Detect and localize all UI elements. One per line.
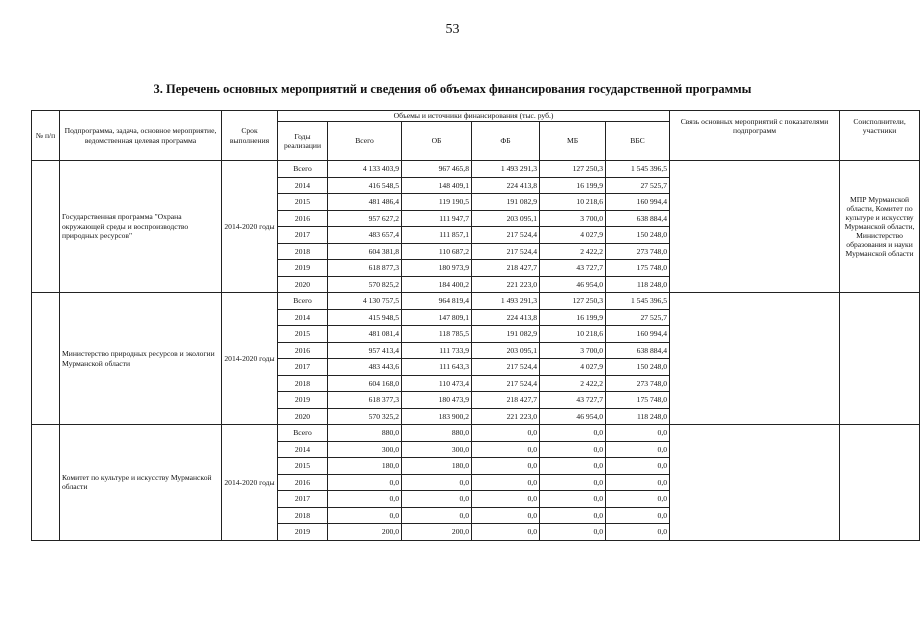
mb-cell: 10 218,6 (540, 326, 606, 343)
total-cell: 4 130 757,5 (328, 293, 402, 310)
year-cell: 2015 (278, 194, 328, 211)
ob-cell: 300,0 (402, 441, 472, 458)
fb-cell: 0,0 (472, 491, 540, 508)
mb-cell: 10 218,6 (540, 194, 606, 211)
row-number (32, 293, 60, 425)
ob-cell: 880,0 (402, 425, 472, 442)
total-cell: 0,0 (328, 474, 402, 491)
total-cell: 200,0 (328, 524, 402, 541)
vbs-cell: 638 884,4 (606, 210, 670, 227)
total-cell: 481 486,4 (328, 194, 402, 211)
fb-cell: 217 524,4 (472, 375, 540, 392)
header-link: Связь основных мероприятий с показателями подпрограмм (670, 111, 840, 161)
year-cell: 2014 (278, 309, 328, 326)
coexecutors-cell (840, 293, 920, 425)
header-funding-group: Объемы и источники финансирования (тыс. руб.) (278, 111, 670, 122)
total-cell: 4 133 403,9 (328, 161, 402, 178)
total-cell: 416 548,5 (328, 177, 402, 194)
year-cell: Всего (278, 425, 328, 442)
vbs-cell: 160 994,4 (606, 326, 670, 343)
mb-cell: 16 199,9 (540, 309, 606, 326)
total-cell: 880,0 (328, 425, 402, 442)
ob-cell: 0,0 (402, 507, 472, 524)
page-number: 53 (445, 22, 460, 37)
header-num: № п/п (32, 111, 60, 161)
ob-cell: 147 809,1 (402, 309, 472, 326)
fb-cell: 1 493 291,3 (472, 293, 540, 310)
mb-cell: 0,0 (540, 491, 606, 508)
table-row (32, 161, 920, 178)
link-cell (670, 161, 840, 293)
ob-cell: 967 465,8 (402, 161, 472, 178)
year-cell: 2020 (278, 276, 328, 293)
fb-cell: 0,0 (472, 524, 540, 541)
fb-cell: 218 427,7 (472, 392, 540, 409)
program-name: Министерство природных ресурсов и экологии Мурманской области (60, 293, 222, 425)
vbs-cell: 273 748,0 (606, 375, 670, 392)
total-cell: 957 627,2 (328, 210, 402, 227)
mb-cell: 127 250,3 (540, 293, 606, 310)
fb-cell: 0,0 (472, 425, 540, 442)
vbs-cell: 1 545 396,5 (606, 161, 670, 178)
vbs-cell: 0,0 (606, 474, 670, 491)
fb-cell: 218 427,7 (472, 260, 540, 277)
vbs-cell: 0,0 (606, 458, 670, 475)
term-cell: 2014-2020 годы (222, 161, 278, 293)
vbs-cell: 27 525,7 (606, 177, 670, 194)
row-number (32, 161, 60, 293)
document-title: 3. Перечень основных мероприятий и сведения об объемах финансирования государственной программы (153, 82, 752, 96)
year-cell: 2016 (278, 342, 328, 359)
mb-cell: 16 199,9 (540, 177, 606, 194)
mb-cell: 2 422,2 (540, 243, 606, 260)
total-cell: 604 168,0 (328, 375, 402, 392)
year-cell: 2017 (278, 227, 328, 244)
mb-cell: 127 250,3 (540, 161, 606, 178)
year-cell: Всего (278, 161, 328, 178)
mb-cell: 46 954,0 (540, 408, 606, 425)
vbs-cell: 118 248,0 (606, 276, 670, 293)
mb-cell: 4 027,9 (540, 359, 606, 376)
row-number (32, 425, 60, 541)
header-ob: ОБ (402, 122, 472, 161)
mb-cell: 4 027,9 (540, 227, 606, 244)
mb-cell: 0,0 (540, 458, 606, 475)
fb-cell: 224 413,8 (472, 177, 540, 194)
ob-cell: 111 733,9 (402, 342, 472, 359)
mb-cell: 0,0 (540, 524, 606, 541)
fb-cell: 0,0 (472, 441, 540, 458)
fb-cell: 221 223,0 (472, 408, 540, 425)
total-cell: 570 825,2 (328, 276, 402, 293)
total-cell: 300,0 (328, 441, 402, 458)
header-vbs: ВБС (606, 122, 670, 161)
fb-cell: 203 095,1 (472, 210, 540, 227)
year-cell: 2018 (278, 507, 328, 524)
year-cell: 2017 (278, 491, 328, 508)
vbs-cell: 150 248,0 (606, 359, 670, 376)
ob-cell: 110 473,4 (402, 375, 472, 392)
total-cell: 483 443,6 (328, 359, 402, 376)
vbs-cell: 0,0 (606, 441, 670, 458)
mb-cell: 46 954,0 (540, 276, 606, 293)
fb-cell: 191 082,9 (472, 194, 540, 211)
vbs-cell: 0,0 (606, 524, 670, 541)
term-cell: 2014-2020 годы (222, 425, 278, 541)
mb-cell: 2 422,2 (540, 375, 606, 392)
ob-cell: 118 785,5 (402, 326, 472, 343)
year-cell: 2018 (278, 243, 328, 260)
ob-cell: 180,0 (402, 458, 472, 475)
year-cell: 2019 (278, 260, 328, 277)
program-name: Комитет по культуре и искусству Мурманской области (60, 425, 222, 541)
total-cell: 957 413,4 (328, 342, 402, 359)
year-cell: 2018 (278, 375, 328, 392)
mb-cell: 0,0 (540, 474, 606, 491)
mb-cell: 0,0 (540, 507, 606, 524)
year-cell: 2020 (278, 408, 328, 425)
year-cell: 2015 (278, 458, 328, 475)
vbs-cell: 160 994,4 (606, 194, 670, 211)
vbs-cell: 118 248,0 (606, 408, 670, 425)
term-cell: 2014-2020 годы (222, 293, 278, 425)
ob-cell: 200,0 (402, 524, 472, 541)
ob-cell: 0,0 (402, 474, 472, 491)
vbs-cell: 273 748,0 (606, 243, 670, 260)
fb-cell: 217 524,4 (472, 227, 540, 244)
header-mb: МБ (540, 122, 606, 161)
ob-cell: 180 473,9 (402, 392, 472, 409)
mb-cell: 3 700,0 (540, 342, 606, 359)
total-cell: 0,0 (328, 507, 402, 524)
total-cell: 570 325,2 (328, 408, 402, 425)
fb-cell: 0,0 (472, 458, 540, 475)
mb-cell: 0,0 (540, 425, 606, 442)
fb-cell: 0,0 (472, 474, 540, 491)
total-cell: 481 081,4 (328, 326, 402, 343)
vbs-cell: 175 748,0 (606, 260, 670, 277)
link-cell (670, 425, 840, 541)
ob-cell: 184 400,2 (402, 276, 472, 293)
year-cell: 2017 (278, 359, 328, 376)
ob-cell: 148 409,1 (402, 177, 472, 194)
vbs-cell: 638 884,4 (606, 342, 670, 359)
ob-cell: 119 190,5 (402, 194, 472, 211)
table-row (32, 425, 920, 442)
header-term: Срок выполнения (222, 111, 278, 161)
mb-cell: 0,0 (540, 441, 606, 458)
header-program: Подпрограмма, задача, основное мероприятие, ведомственная целевая программа (60, 111, 222, 161)
ob-cell: 183 900,2 (402, 408, 472, 425)
ob-cell: 964 819,4 (402, 293, 472, 310)
ob-cell: 110 687,2 (402, 243, 472, 260)
ob-cell: 111 643,3 (402, 359, 472, 376)
link-cell (670, 293, 840, 425)
ob-cell: 111 947,7 (402, 210, 472, 227)
financing-table (31, 110, 920, 541)
fb-cell: 0,0 (472, 507, 540, 524)
vbs-cell: 0,0 (606, 425, 670, 442)
vbs-cell: 1 545 396,5 (606, 293, 670, 310)
total-cell: 604 381,8 (328, 243, 402, 260)
year-cell: 2019 (278, 392, 328, 409)
fb-cell: 224 413,8 (472, 309, 540, 326)
total-cell: 618 877,3 (328, 260, 402, 277)
fb-cell: 191 082,9 (472, 326, 540, 343)
vbs-cell: 175 748,0 (606, 392, 670, 409)
year-cell: 2014 (278, 441, 328, 458)
program-name: Государственная программа "Охрана окружающей среды и воспроизводство природных ресурсов" (60, 161, 222, 293)
header-coexecutors: Соисполнители, участники (840, 111, 920, 161)
year-cell: 2016 (278, 210, 328, 227)
table-body (32, 161, 920, 541)
mb-cell: 3 700,0 (540, 210, 606, 227)
vbs-cell: 0,0 (606, 507, 670, 524)
total-cell: 415 948,5 (328, 309, 402, 326)
year-cell: 2019 (278, 524, 328, 541)
ob-cell: 180 973,9 (402, 260, 472, 277)
fb-cell: 217 524,4 (472, 243, 540, 260)
total-cell: 483 657,4 (328, 227, 402, 244)
header-fb: ФБ (472, 122, 540, 161)
header-total: Всего (328, 122, 402, 161)
vbs-cell: 150 248,0 (606, 227, 670, 244)
mb-cell: 43 727,7 (540, 260, 606, 277)
total-cell: 618 377,3 (328, 392, 402, 409)
fb-cell: 217 524,4 (472, 359, 540, 376)
year-cell: Всего (278, 293, 328, 310)
fb-cell: 203 095,1 (472, 342, 540, 359)
total-cell: 180,0 (328, 458, 402, 475)
coexecutors-cell (840, 425, 920, 541)
ob-cell: 111 857,1 (402, 227, 472, 244)
header-years: Годы реализации (278, 122, 328, 161)
table-row (32, 293, 920, 310)
total-cell: 0,0 (328, 491, 402, 508)
vbs-cell: 0,0 (606, 491, 670, 508)
vbs-cell: 27 525,7 (606, 309, 670, 326)
table-header (32, 111, 920, 161)
coexecutors-cell: МПР Мурманской области, Комитет по культуре и искусству Мурманской области, Министерство образования и науки Мурманской области (840, 161, 920, 293)
fb-cell: 221 223,0 (472, 276, 540, 293)
ob-cell: 0,0 (402, 491, 472, 508)
year-cell: 2016 (278, 474, 328, 491)
year-cell: 2015 (278, 326, 328, 343)
fb-cell: 1 493 291,3 (472, 161, 540, 178)
year-cell: 2014 (278, 177, 328, 194)
mb-cell: 43 727,7 (540, 392, 606, 409)
